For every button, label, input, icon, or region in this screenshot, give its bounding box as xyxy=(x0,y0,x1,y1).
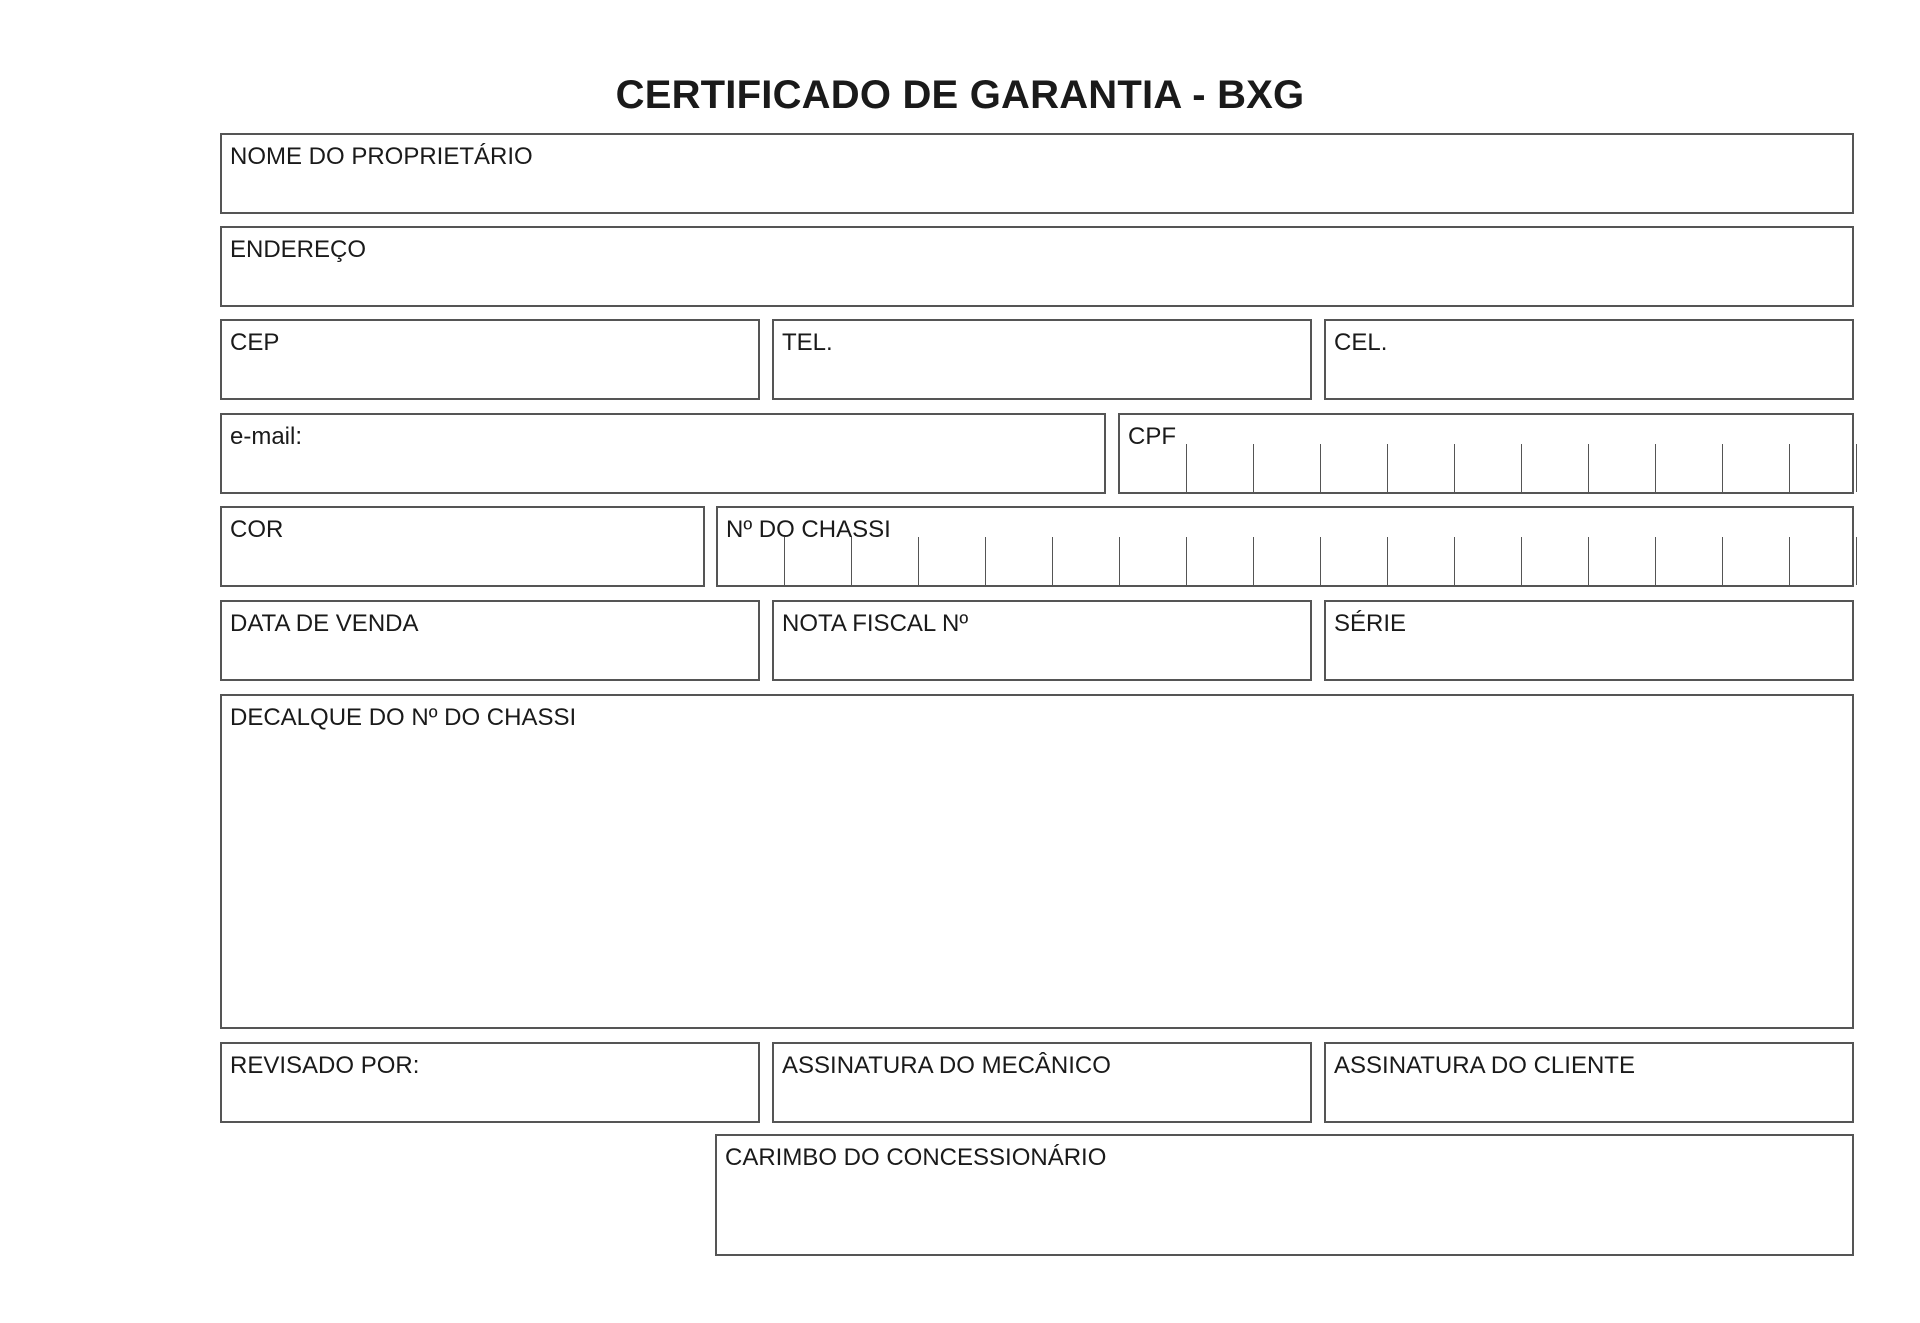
cpf-digit-box[interactable] xyxy=(1789,444,1856,492)
cpf-digit-box[interactable] xyxy=(1588,444,1655,492)
invoice-number-field[interactable] xyxy=(772,600,1312,681)
chassis-decal-label: DECALQUE DO Nº DO CHASSI xyxy=(230,704,577,731)
chassis-digit-boxes xyxy=(784,537,1920,585)
series-label: SÉRIE xyxy=(1334,610,1407,637)
chassis-digit-box[interactable] xyxy=(1052,537,1119,585)
cpf-digit-box[interactable] xyxy=(1722,444,1789,492)
chassis-digit-box[interactable] xyxy=(918,537,985,585)
color-field[interactable] xyxy=(220,506,705,587)
reviewed-by-label: REVISADO POR: xyxy=(230,1052,420,1079)
cpf-digit-box[interactable] xyxy=(1320,444,1387,492)
address-label: ENDEREÇO xyxy=(230,236,367,263)
dealer-stamp-label: CARIMBO DO CONCESSIONÁRIO xyxy=(725,1144,1107,1171)
cpf-label: CPF xyxy=(1128,423,1176,450)
cpf-digit-box[interactable] xyxy=(1186,444,1253,492)
chassis-digit-box[interactable] xyxy=(1789,537,1856,585)
chassis-digit-box[interactable] xyxy=(1454,537,1521,585)
cpf-digit-box[interactable] xyxy=(1387,444,1454,492)
chassis-digit-box[interactable] xyxy=(1588,537,1655,585)
owner-name-field[interactable] xyxy=(220,133,1854,214)
address-field[interactable] xyxy=(220,226,1854,307)
cpf-digit-box[interactable] xyxy=(1856,444,1920,492)
chassis-digit-box[interactable] xyxy=(1387,537,1454,585)
mechanic-signature-field[interactable] xyxy=(772,1042,1312,1123)
mechanic-signature-label: ASSINATURA DO MECÂNICO xyxy=(782,1052,1111,1079)
chassis-digit-box[interactable] xyxy=(1722,537,1789,585)
dealer-stamp-field[interactable] xyxy=(715,1134,1854,1256)
cpf-digit-box[interactable] xyxy=(1454,444,1521,492)
cpf-field[interactable] xyxy=(1118,413,1854,494)
cpf-digit-box[interactable] xyxy=(1655,444,1722,492)
client-signature-label: ASSINATURA DO CLIENTE xyxy=(1334,1052,1635,1079)
cep-label: CEP xyxy=(230,329,280,356)
owner-name-label: NOME DO PROPRIETÁRIO xyxy=(230,143,533,170)
cpf-digit-boxes xyxy=(1186,444,1920,492)
reviewed-by-field[interactable] xyxy=(220,1042,760,1123)
chassis-digit-box[interactable] xyxy=(1119,537,1186,585)
chassis-digit-box[interactable] xyxy=(1186,537,1253,585)
cpf-digit-box[interactable] xyxy=(1253,444,1320,492)
email-field[interactable] xyxy=(220,413,1106,494)
color-label: COR xyxy=(230,516,284,543)
chassis-digit-box[interactable] xyxy=(1856,537,1920,585)
chassis-digit-box[interactable] xyxy=(985,537,1052,585)
document-title: CERTIFICADO DE GARANTIA - BXG xyxy=(615,73,1305,117)
chassis-decal-field[interactable] xyxy=(220,694,1854,1029)
tel-field[interactable] xyxy=(772,319,1312,400)
chassis-digit-box[interactable] xyxy=(1320,537,1387,585)
chassis-digit-box[interactable] xyxy=(1655,537,1722,585)
chassis-digit-box[interactable] xyxy=(1521,537,1588,585)
cel-label: CEL. xyxy=(1334,329,1388,356)
chassis-digit-box[interactable] xyxy=(784,537,851,585)
chassis-digit-box[interactable] xyxy=(851,537,918,585)
sale-date-field[interactable] xyxy=(220,600,760,681)
invoice-number-label: NOTA FISCAL Nº xyxy=(782,610,969,637)
tel-label: TEL. xyxy=(782,329,833,356)
chassis-number-field[interactable] xyxy=(716,506,1854,587)
cep-field[interactable] xyxy=(220,319,760,400)
cel-field[interactable] xyxy=(1324,319,1854,400)
cpf-digit-box[interactable] xyxy=(1521,444,1588,492)
series-field[interactable] xyxy=(1324,600,1854,681)
chassis-number-label: Nº DO CHASSI xyxy=(726,516,891,543)
email-label: e-mail: xyxy=(230,423,303,450)
chassis-digit-box[interactable] xyxy=(1253,537,1320,585)
client-signature-field[interactable] xyxy=(1324,1042,1854,1123)
sale-date-label: DATA DE VENDA xyxy=(230,610,419,637)
